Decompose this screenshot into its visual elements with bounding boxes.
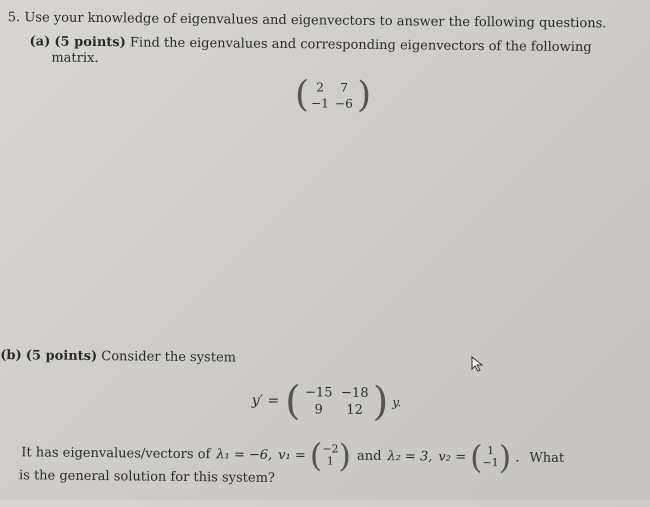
question-intro-text: Use your knowledge of eigenvalues and eigenvectors to answer the following questions. (24, 10, 607, 32)
v2-bottom: −1 (482, 456, 499, 470)
matrix-a-11: 2 (316, 80, 325, 95)
eigen-info-start: It has eigenvalues/vectors of (21, 444, 211, 462)
part-b-points: (5 points) (25, 348, 98, 365)
right-paren-icon: ) (372, 378, 389, 426)
matrix-a-22: −6 (335, 96, 353, 111)
matrix-b-11: −15 (304, 385, 333, 401)
part-b-label: (b) (0, 348, 22, 364)
part-a-matrix (294, 74, 372, 116)
part-b-line (0, 348, 236, 365)
what-word: What (529, 450, 565, 466)
question-intro (8, 10, 607, 31)
right-paren-icon: ) (356, 74, 372, 116)
left-paren-icon: ( (284, 378, 301, 425)
v2-label: v₂ = (438, 449, 467, 465)
part-b-text: Consider the system (101, 349, 237, 366)
lambda2: λ₂ = 3, (387, 448, 433, 465)
matrix-b-22: 12 (346, 402, 363, 418)
v2-vector (482, 445, 498, 469)
v1-top: −2 (322, 442, 339, 456)
part-b-system (251, 378, 402, 426)
and-word: and (356, 448, 382, 464)
part-a-points: (5 points) (54, 34, 126, 51)
v1-bottom: 1 (326, 454, 334, 468)
part-a-label: (a) (29, 34, 51, 50)
system-lhs: y′ = (251, 392, 280, 409)
part-a-text: Find the eigenvalues and corresponding eigenvectors of the following (129, 35, 592, 56)
matrix-b-entries (301, 385, 373, 418)
v2-top: 1 (487, 444, 495, 458)
matrix-a-21: −1 (311, 96, 329, 111)
eigen-info-line: It has eigenvalues/vectors of λ₁ = −6, v₁ = ( −2 1 ) and λ₂ = 3, v₂ = ( 1 −1 ) . What (21, 436, 565, 477)
v1-label: v₁ = (278, 447, 306, 463)
part-a-line (29, 34, 591, 55)
question-number: 5. (7, 10, 21, 26)
part-a-text-continuation: matrix. (51, 50, 99, 67)
v1-vector (322, 443, 338, 467)
matrix-a-12: 7 (340, 80, 349, 95)
right-paren-icon: ) (338, 436, 352, 475)
right-paren-icon: ) (498, 438, 512, 477)
left-paren-icon: ( (469, 437, 483, 477)
mouse-cursor-icon (470, 356, 484, 372)
matrix-a-entries (309, 80, 357, 111)
general-solution-question: is the general solution for this system? (18, 468, 275, 486)
system-rhs: y. (392, 395, 402, 410)
left-paren-icon: ( (309, 436, 323, 475)
lambda1: λ₁ = −6, (216, 446, 273, 463)
matrix-b-21: 9 (314, 402, 323, 418)
matrix-b-12: −18 (340, 385, 369, 401)
left-paren-icon: ( (294, 74, 310, 116)
